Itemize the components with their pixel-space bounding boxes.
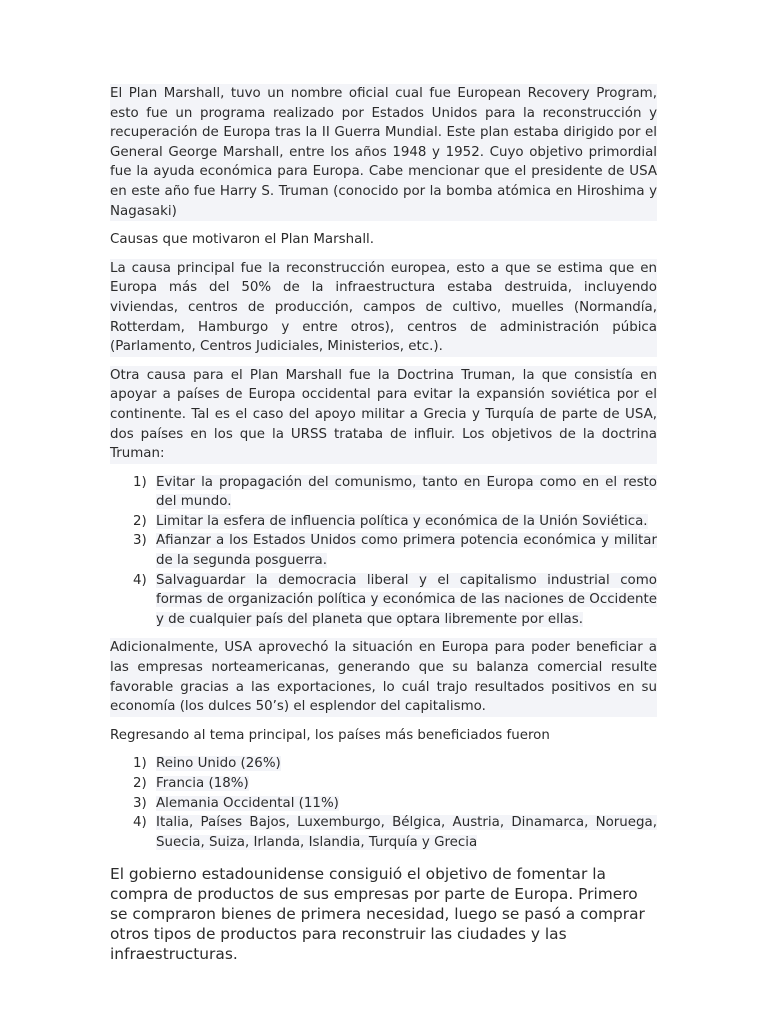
truman-objectives-list <box>110 473 657 630</box>
list-item-text: Francia (18%) <box>156 776 249 791</box>
list-number: 3) <box>133 795 147 811</box>
list-item-text: Afianzar a los Estados Unidos como primera potencia económica y militar de la segunda posguerra. <box>156 533 657 569</box>
main-cause-paragraph: La causa principal fue la reconstrucción europea, esto a que se estima que en Europa más del 50% de la infraestructura estaba destruida, incluyendo viviendas, centros de producción, campos de cultivo, muelles (Normandía, Rotterdam, Hamburgo y entre otros), centros de administración púbica (Parlamento, Centros Judiciales, Ministerios, etc.). <box>110 259 657 357</box>
causes-heading: Causas que motivaron el Plan Marshall. <box>110 232 375 248</box>
list-item-text: Italia, Países Bajos, Luxemburgo, Bélgica, Austria, Dinamarca, Noruega, Suecia, Suiza, Irlanda, Islandia, Turquía y Grecia <box>156 815 657 850</box>
document-page <box>110 84 657 980</box>
list-item-text: Alemania Occidental (11%) <box>156 795 339 811</box>
list-item <box>110 531 657 570</box>
truman-doctrine-paragraph: Otra causa para el Plan Marshall fue la Doctrina Truman, la que consistía en apoyar a países de Europa occidental para evitar la expansión soviética por el continente. Tal es el caso del apoyo militar a Grecia y Turquía de parte de USA, dos países en los que la URSS trataba de influir. Los objetivos de la doctrina Truman: <box>110 366 657 464</box>
list-number: 1) <box>133 756 147 772</box>
list-item-text: Limitar la esfera de influencia política y económica de la Unión Soviética. <box>156 513 648 529</box>
list-number: 4) <box>133 815 147 831</box>
list-number: 3) <box>133 533 147 549</box>
list-item-text: Reino Unido (26%) <box>156 756 281 772</box>
list-number: 2) <box>133 513 147 529</box>
beneficiaries-heading: Regresando al tema principal, los países más beneficiados fueron <box>110 727 550 743</box>
list-item-text: Evitar la propagación del comunismo, tanto en Europa como en el resto del mundo. <box>156 474 657 510</box>
beneficiaries-list <box>110 754 657 852</box>
list-item <box>110 512 657 532</box>
intro-paragraph: El Plan Marshall, tuvo un nombre oficial cual fue European Recovery Program, esto fue un programa realizado por Estados Unidos para la reconstrucción y recuperación de Europa tras la II Guerra Mundial. Este plan estaba dirigido por el General George Marshall, entre los años 1948 y 1952. Cuyo objetivo primordial fue la ayuda económica para Europa. Cabe mencionar que el presidente de USA en este año fue Harry S. Truman (conocido por la bomba atómica en Hiroshima y Nagasaki) <box>110 84 657 221</box>
list-item <box>110 571 657 630</box>
list-item <box>110 794 657 814</box>
additional-paragraph: Adicionalmente, USA aprovechó la situación en Europa para poder beneficiar a las empresas norteamericanas, generando que su balanza comercial resulte favorable gracias a las exportaciones, lo cuál trajo resultados positivos en su economía (los dulces 50’s) el esplendor del capitalismo. <box>110 638 657 716</box>
closing-paragraph: El gobierno estadounidense consiguió el objetivo de fomentar la compra de productos de sus empresas por parte de Europa. Primero se compraron bienes de primera necesidad, luego se pasó a comprar otros tipos de productos para reconstruir las ciudades y las infraestructuras. <box>110 865 645 964</box>
list-item-text: Salvaguardar la democracia liberal y el capitalismo industrial como formas de organización política y económica de las naciones de Occidente y de cualquier país del planeta que optara libremente por ellas. <box>156 572 657 627</box>
list-item <box>110 813 657 852</box>
list-number: 1) <box>133 474 147 490</box>
list-number: 4) <box>133 572 147 588</box>
list-item <box>110 473 657 512</box>
list-item <box>110 774 657 794</box>
list-number: 2) <box>133 776 147 791</box>
list-item <box>110 754 657 774</box>
